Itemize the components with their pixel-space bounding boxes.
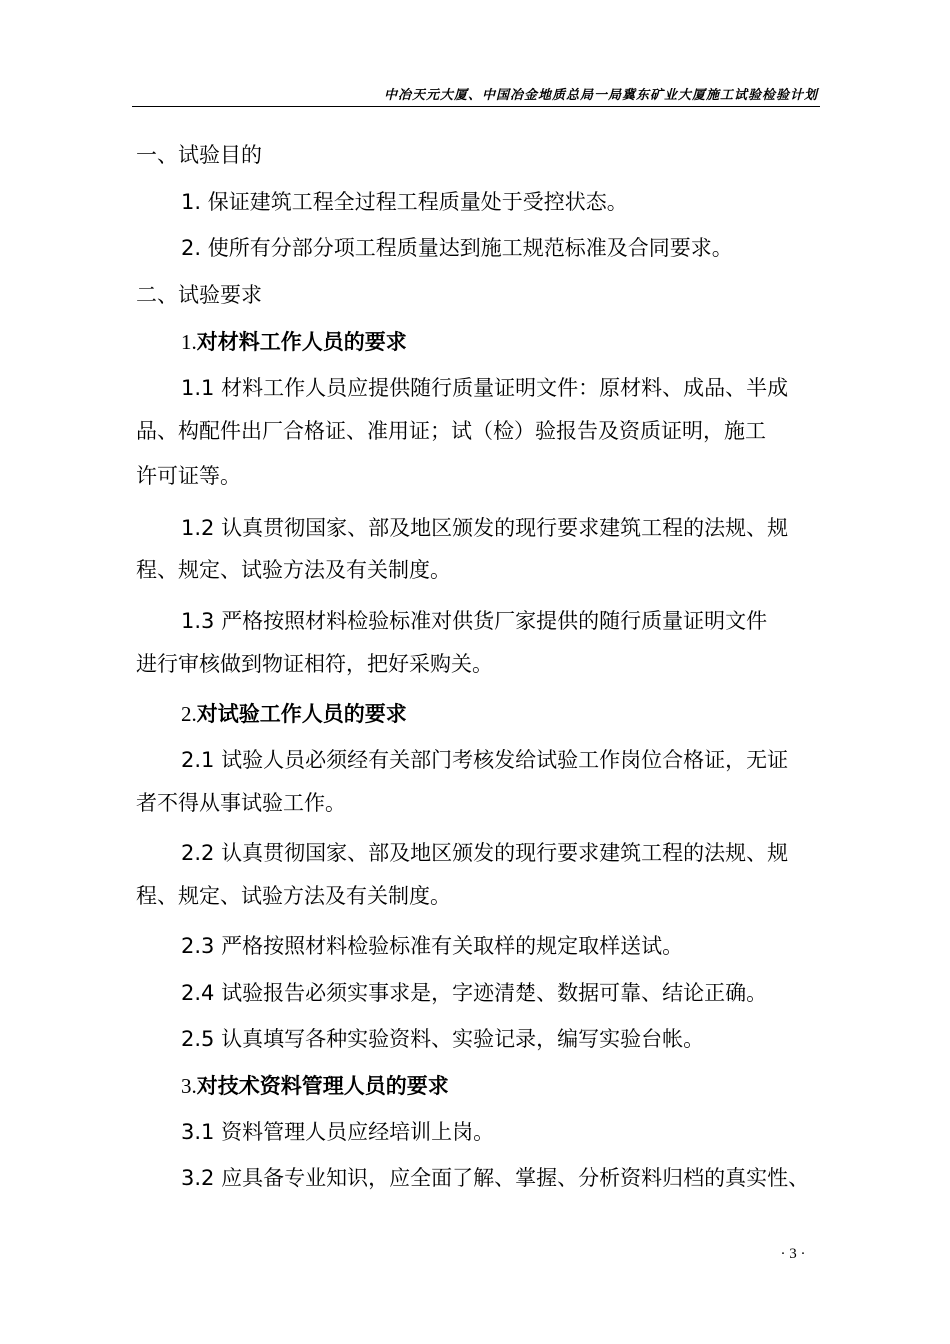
subheading-records-staff xyxy=(181,1072,449,1100)
page-number: · 3 · xyxy=(780,1246,806,1262)
section-heading-purpose: 一、试验目的 xyxy=(136,143,262,167)
paragraph-1-1-line-1: 1.1 材料工作人员应提供随行质量证明文件：原材料、成品、半成 xyxy=(181,376,789,400)
paragraph-1-3-line-1: 1.3 严格按照材料检验标准对供货厂家提供的随行质量证明文件 xyxy=(181,609,768,633)
subheading-number: 3. xyxy=(181,1074,197,1098)
paragraph-2-1-line-2: 者不得从事试验工作。 xyxy=(136,791,346,815)
paragraph-1-1-line-3: 许可证等。 xyxy=(136,464,241,488)
subheading-title: 对试验工作人员的要求 xyxy=(196,702,407,726)
paragraph-1-2-line-2: 程、规定、试验方法及有关制度。 xyxy=(136,558,451,582)
purpose-item-2: 2. 使所有分部分项工程质量达到施工规范标准及合同要求。 xyxy=(181,236,733,260)
paragraph-1-3-line-2: 进行审核做到物证相符，把好采购关。 xyxy=(136,652,493,676)
paragraph-2-4: 2.4 试验报告必须实事求是，字迹清楚、数据可靠、结论正确。 xyxy=(181,981,768,1005)
paragraph-1-1-line-2: 品、构配件出厂合格证、准用证；试（检）验报告及资质证明，施工 xyxy=(136,419,766,443)
subheading-title: 对材料工作人员的要求 xyxy=(196,330,407,354)
paragraph-2-1-line-1: 2.1 试验人员必须经有关部门考核发给试验工作岗位合格证，无证 xyxy=(181,748,789,772)
section-heading-requirements: 二、试验要求 xyxy=(136,283,262,307)
header-rule xyxy=(132,106,820,107)
paragraph-2-2-line-2: 程、规定、试验方法及有关制度。 xyxy=(136,884,451,908)
page-number-footer xyxy=(0,1246,950,1263)
subheading-test-staff xyxy=(181,700,407,728)
subheading-title: 对技术资料管理人员的要求 xyxy=(196,1074,449,1098)
running-header: 中冶天元大厦、中国冶金地质总局一局冀东矿业大厦施工试验检验计划 xyxy=(383,88,818,103)
paragraph-3-2-line-1: 3.2 应具备专业知识，应全面了解、掌握、分析资料归档的真实性、 xyxy=(181,1166,810,1190)
paragraph-2-3: 2.3 严格按照材料检验标准有关取样的规定取样送试。 xyxy=(181,934,684,958)
paragraph-3-1: 3.1 资料管理人员应经培训上岗。 xyxy=(181,1120,495,1144)
purpose-item-1: 1. 保证建筑工程全过程工程质量处于受控状态。 xyxy=(181,190,628,214)
subheading-material-staff xyxy=(181,328,407,356)
paragraph-1-2-line-1: 1.2 认真贯彻国家、部及地区颁发的现行要求建筑工程的法规、规 xyxy=(181,516,789,540)
subheading-number: 1. xyxy=(181,330,197,354)
subheading-number: 2. xyxy=(181,702,197,726)
paragraph-2-5: 2.5 认真填写各种实验资料、实验记录，编写实验台帐。 xyxy=(181,1027,705,1051)
paragraph-2-2-line-1: 2.2 认真贯彻国家、部及地区颁发的现行要求建筑工程的法规、规 xyxy=(181,841,789,865)
